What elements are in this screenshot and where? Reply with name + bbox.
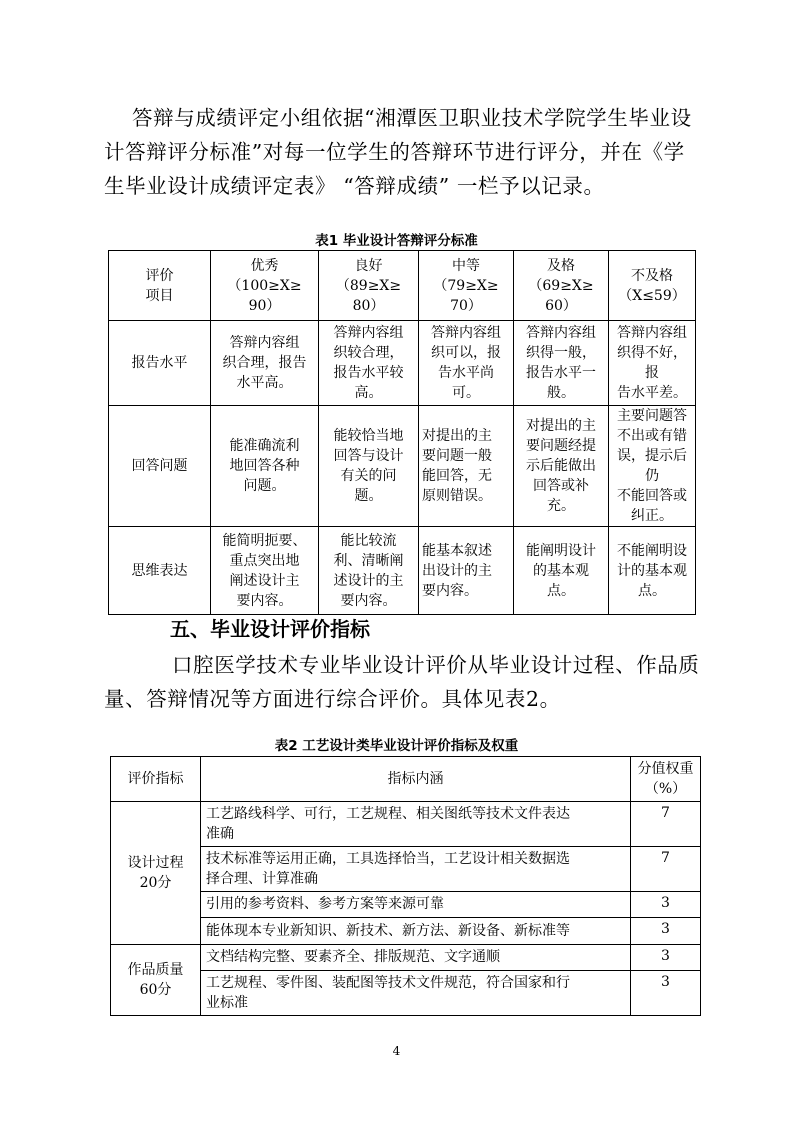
cell-line: 能简明扼要、 (222, 532, 307, 549)
cell-line: 要问题经提 (526, 438, 596, 454)
level-name: 良好 (354, 257, 383, 274)
row-item-label: 思维表达 (109, 527, 211, 615)
criteria-cell (211, 321, 319, 406)
cell-line: 误，提示后仍 (617, 448, 687, 484)
content-cell (201, 801, 631, 846)
group-name-line: 20分 (139, 874, 172, 891)
weight-header-line: 分值权重 (637, 760, 694, 777)
corner-line: 项目 (145, 287, 174, 304)
level-header-medium (419, 251, 514, 321)
group-name-line: 60分 (139, 981, 172, 998)
cell-line: 答辩内容组 (526, 325, 596, 341)
content-line: 文档结构完整、要素齐全、排版规范、文字通顺 (206, 949, 500, 966)
content-cell (201, 918, 631, 945)
group-name-line: 设计过程 (127, 854, 184, 871)
cell-line: 地回答各种 (229, 458, 300, 474)
page-number: 4 (392, 1044, 401, 1058)
cell-line: 出设计的主 (422, 562, 492, 579)
cell-line: 重点突出地 (229, 552, 300, 569)
cell-line: 高。 (354, 385, 383, 401)
table-row (111, 801, 701, 846)
cell-line: 织可以，报 (431, 345, 501, 361)
cell-line: 对提出的主 (526, 418, 596, 434)
level-range: 70） (450, 297, 482, 314)
criteria-cell (419, 406, 514, 527)
criteria-cell (514, 527, 609, 615)
cell-line: 能准确流利 (229, 438, 300, 454)
table-row (109, 321, 696, 406)
criteria-cell (319, 527, 419, 615)
content-line: 准确 (206, 825, 234, 842)
criteria-cell (319, 321, 419, 406)
corner-line: 评价 (145, 267, 174, 284)
criteria-cell (609, 406, 696, 527)
cell-line: 点。 (638, 582, 666, 599)
cell-line: 报告水平一 (526, 365, 596, 381)
level-range: （89≥X≥ (335, 277, 402, 294)
level-range: 60） (545, 297, 577, 314)
cell-line: 能基本叙述 (422, 542, 492, 559)
cell-line: 能回答，无 (422, 468, 492, 484)
level-name: 及格 (547, 257, 575, 274)
evaluation-indicator-table (110, 756, 701, 1016)
section-heading: 五、毕业设计评价指标 (170, 617, 370, 641)
level-header-pass (514, 251, 609, 321)
cell-line: 能比较流 (340, 532, 397, 549)
table1-caption: 表1 毕业设计答辩评分标准 (315, 233, 478, 249)
cell-line: 主要问题答 (617, 408, 687, 424)
level-header-excellent (211, 251, 319, 321)
cell-line: 点。 (547, 582, 575, 599)
cell-line: 回答或补 (533, 478, 589, 494)
level-header-good (319, 251, 419, 321)
intro-line: 生毕业设计成绩评定表》 “答辩成绩” 一栏予以记录。 (104, 174, 605, 198)
cell-line: 可。 (452, 385, 480, 401)
level-range: （100≥X≥ (227, 277, 302, 294)
intro-line: 计答辩评分标准”对每一位学生的答辩环节进行评分，并在《学 (104, 140, 685, 164)
cell-line: 阐述设计主 (229, 572, 300, 589)
intro-paragraph (104, 101, 704, 203)
criteria-cell (319, 406, 419, 527)
table1-header-row (109, 251, 696, 321)
cell-line: 要内容。 (340, 592, 397, 609)
cell-line: 计的基本观 (617, 562, 687, 579)
weight-cell: 7 (631, 846, 701, 891)
cell-line: 充。 (547, 498, 575, 514)
table-row (109, 527, 696, 615)
weight-cell: 3 (631, 944, 701, 971)
table-row (111, 944, 701, 971)
section-paragraph (104, 648, 704, 716)
weight-cell: 7 (631, 801, 701, 846)
cell-line: 示后能做出 (526, 458, 596, 474)
cell-line: 答辩内容组 (229, 335, 300, 351)
cell-line: 纠正。 (631, 508, 673, 524)
level-name: 中等 (452, 257, 480, 274)
group-name-line: 作品质量 (127, 961, 184, 978)
content-cell (201, 944, 631, 971)
cell-line: 织得不好，报 (617, 345, 687, 381)
cell-line: 答辩内容组 (431, 325, 501, 341)
cell-line: 水平高。 (236, 375, 293, 391)
grading-standard-table (108, 250, 696, 615)
weight-cell: 3 (631, 918, 701, 945)
content-line: 工艺规程、零件图、装配图等技术文件规范，符合国家和行 (206, 975, 570, 992)
indicator-header: 评价指标 (111, 757, 201, 802)
content-line: 择合理、计算准确 (206, 870, 318, 887)
criteria-cell (514, 406, 609, 527)
level-name: 不及格 (631, 267, 673, 284)
cell-line: 要内容。 (422, 582, 478, 599)
weight-cell: 3 (631, 891, 701, 918)
cell-line: 能较恰当地 (333, 428, 404, 444)
cell-line: 述设计的主 (333, 572, 404, 589)
level-range: （69≥X≥ (528, 277, 594, 294)
row-item-label: 报告水平 (109, 321, 211, 406)
cell-line: 不能阐明设 (617, 542, 687, 559)
level-range: 90） (248, 297, 281, 314)
cell-line: 织较合理， (333, 345, 404, 361)
cell-line: 题。 (354, 488, 383, 504)
level-header-fail (609, 251, 696, 321)
criteria-cell (419, 321, 514, 406)
content-cell (201, 846, 631, 891)
table2-caption: 表2 工艺设计类毕业设计评价指标及权重 (274, 738, 519, 754)
cell-line: 原则错误。 (422, 488, 492, 504)
cell-line: 回答与设计 (333, 448, 404, 464)
weight-cell: 3 (631, 971, 701, 1016)
row-item-label: 回答问题 (109, 406, 211, 527)
cell-line: 对提出的主 (422, 428, 492, 444)
content-line: 能体现本专业新知识、新技术、新方法、新设备、新标准等 (206, 922, 570, 939)
table1-corner-cell (109, 251, 211, 321)
content-cell (201, 891, 631, 918)
cell-line: 的基本观 (533, 562, 589, 579)
content-line: 业标准 (206, 995, 248, 1012)
table-row (109, 406, 696, 527)
weight-header (631, 757, 701, 802)
cell-line: 织合理，报告 (222, 355, 307, 371)
cell-line: 有关的问 (340, 468, 397, 484)
cell-line: 能阐明设计 (526, 542, 596, 559)
cell-line: 报告水平较 (333, 365, 404, 381)
cell-line: 答辩内容组 (333, 325, 404, 341)
section-line: 量、答辩情况等方面进行综合评价。具体见表2。 (104, 687, 561, 711)
content-line: 工艺路线科学、可行，工艺规程、相关图纸等技术文件表达 (206, 805, 570, 822)
cell-line: 要问题一般 (422, 448, 492, 464)
content-cell (201, 971, 631, 1016)
content-line: 引用的参考资料、参考方案等来源可靠 (206, 896, 444, 913)
cell-line: 答辩内容组 (617, 325, 687, 341)
content-line: 技术标准等运用正确，工具选择恰当，工艺设计相关数据选 (206, 850, 570, 867)
cell-line: 利、清晰阐 (333, 552, 404, 569)
cell-line: 要内容。 (236, 592, 293, 609)
criteria-cell (211, 406, 319, 527)
group-name-design-process (111, 801, 201, 944)
table2-header-row (111, 757, 701, 802)
criteria-cell (211, 527, 319, 615)
cell-line: 问题。 (243, 478, 286, 494)
level-range: 80） (352, 297, 385, 314)
cell-line: 不能回答或 (617, 488, 687, 504)
level-name: 优秀 (250, 257, 279, 274)
cell-line: 告水平尚 (438, 365, 494, 381)
intro-line: 答辩与成绩评定小组依据“湘潭医卫职业技术学院学生毕业设 (132, 106, 692, 130)
level-range: （X≤59） (618, 287, 686, 304)
criteria-cell (609, 321, 696, 406)
criteria-cell (514, 321, 609, 406)
criteria-cell (419, 527, 514, 615)
criteria-cell (609, 527, 696, 615)
cell-line: 织得一般， (526, 345, 596, 361)
cell-line: 告水平差。 (617, 385, 687, 401)
cell-line: 般。 (547, 385, 575, 401)
content-header: 指标内涵 (201, 757, 631, 802)
level-range: （79≥X≥ (433, 277, 499, 294)
cell-line: 不出或有错 (617, 428, 687, 444)
weight-header-line: （%） (644, 780, 687, 797)
group-name-work-quality (111, 944, 201, 1015)
section-line: 口腔医学技术专业毕业设计评价从毕业设计过程、作品质 (172, 653, 700, 677)
